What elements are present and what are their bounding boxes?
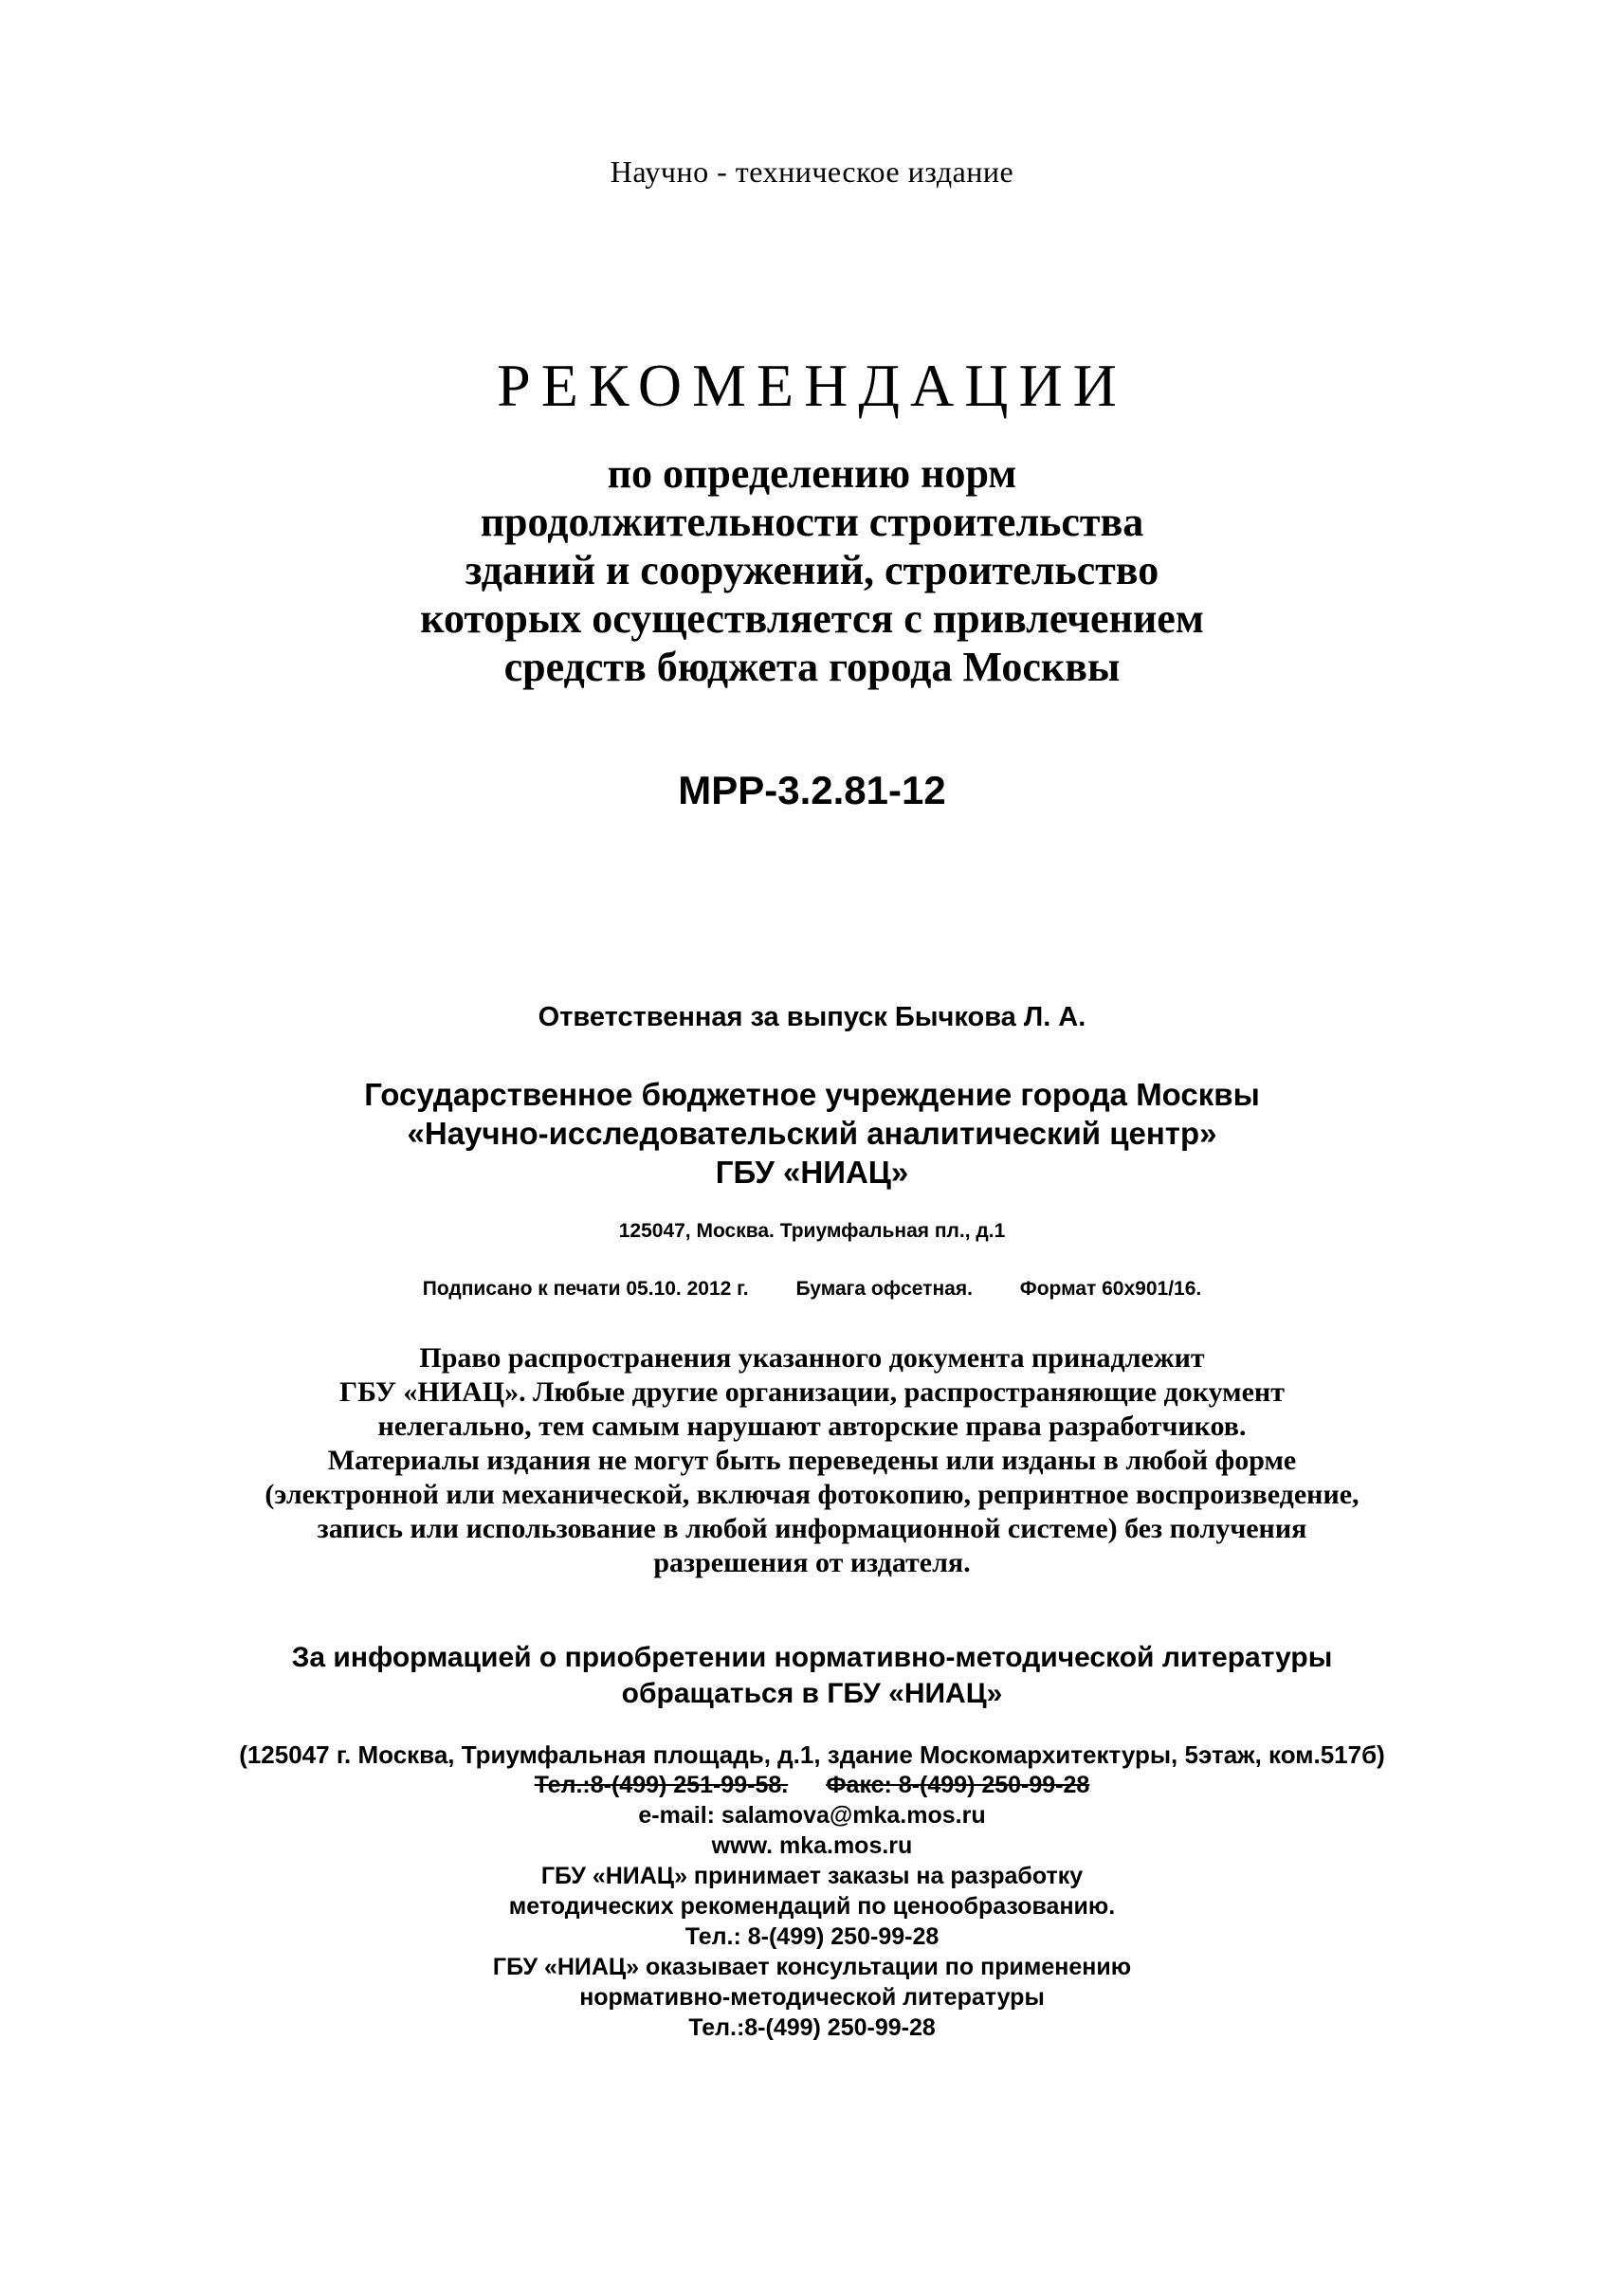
subtitle-line: средств бюджета города Москвы [503, 644, 1121, 690]
orders-phone: Тел.: 8-(499) 250-99-28 [684, 1923, 940, 1950]
copyright-line: Право распространения указанного документа принадлежит [419, 1342, 1205, 1374]
print-paper: Бумага офсетная. [795, 1278, 973, 1300]
organization-address: 125047, Москва. Триумфальная пл., д.1 [618, 1220, 1006, 1242]
contact-phone: Тел.:8-(499) 251-99-58. [534, 1772, 789, 1798]
purchase-info [0, 1640, 1624, 1712]
contact-address: (125047 г. Москва, Триумфальная площадь, д.1, здание Москомархитектуры, 5этаж, ком.517б) [239, 1740, 1385, 1769]
copyright-line: нелегально, тем самым нарушают авторские права разработчиков. [377, 1411, 1247, 1442]
contact-phone-fax-row [0, 1770, 1624, 1800]
contact-fax: Факс: 8-(499) 250-99-28 [826, 1772, 1090, 1798]
subtitle-line: продолжительности строительства [480, 499, 1144, 545]
document-title: РЕКОМЕНДАЦИИ [497, 352, 1127, 419]
copyright-line: разрешения от издателя. [653, 1547, 971, 1578]
subtitle-line: которых осуществляется с привлечением [420, 595, 1204, 642]
subtitle-line: зданий и сооружений, строительство [465, 547, 1159, 593]
edition-type: Научно - техническое издание [610, 155, 1014, 189]
document-code: МРР-3.2.81-12 [678, 768, 946, 812]
orders-line: ГБУ «НИАЦ» принимает заказы на разработку [540, 1863, 1084, 1889]
purchase-line: обращаться в ГБУ «НИАЦ» [621, 1678, 1003, 1709]
copyright-line: (электронной или механической, включая фотокопию, репринтное воспроизведение, [265, 1479, 1359, 1510]
copyright-line: запись или использование в любой информационной системе) без получения [317, 1513, 1307, 1544]
copyright-line: Материалы издания не могут быть переведены или изданы в любой форме [327, 1445, 1297, 1476]
copyright-notice [0, 1341, 1624, 1580]
subtitle-line: по определению норм [607, 450, 1017, 497]
copyright-line: ГБУ «НИАЦ». Любые другие организации, распространяющие документ [339, 1376, 1285, 1408]
consult-line: ГБУ «НИАЦ» оказывает консультации по применению [492, 1954, 1132, 1980]
organization-line: «Научно-исследовательский аналитический центр» [407, 1116, 1217, 1151]
contact-email[interactable]: e-mail: salamova@mka.mos.ru [638, 1802, 986, 1829]
purchase-line: За информацией о приобретении нормативно-методической литературы [291, 1642, 1333, 1673]
contacts-block [0, 1739, 1624, 2043]
consult-line: нормативно-методической литературы [579, 1984, 1045, 2011]
organization-line: ГБУ «НИАЦ» [715, 1155, 909, 1190]
organization-line: Государственное бюджетное учреждение города Москвы [364, 1077, 1260, 1112]
consult-phone: Тел.:8-(499) 250-99-28 [688, 2014, 936, 2041]
organization-block [0, 1075, 1624, 1192]
responsible-person: Ответственная за выпуск Бычкова Л. А. [538, 1002, 1086, 1032]
document-subtitle [0, 449, 1624, 691]
orders-line: методических рекомендаций по ценообразованию. [508, 1893, 1116, 1920]
print-format: Формат 60х901/16. [1019, 1278, 1202, 1300]
print-info [0, 1278, 1624, 1301]
print-signed-date: Подписано к печати 05.10. 2012 г. [422, 1278, 749, 1300]
contact-website[interactable]: www. mka.mos.ru [711, 1832, 913, 1859]
